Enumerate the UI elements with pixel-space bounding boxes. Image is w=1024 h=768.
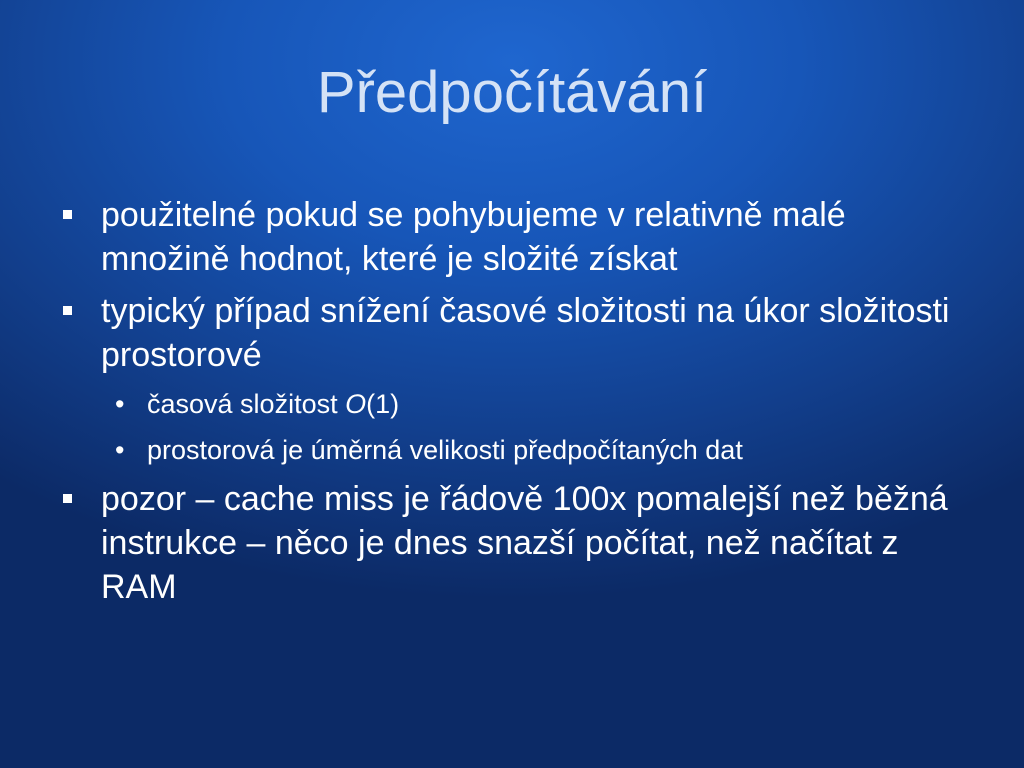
subbullet-text-2: prostorová je úměrná velikosti předpočítaných dat <box>147 435 743 465</box>
bullet-item-1 <box>60 193 960 281</box>
bullet-item-3 <box>60 477 960 609</box>
round-bullet-icon: • <box>115 435 125 465</box>
bullet-text-1: použitelné pokud se pohybujeme v relativně malé množině hodnot, které je složité získat <box>101 196 846 278</box>
slide-title: Předpočítávání <box>316 60 708 125</box>
bullet-text-2: typický případ snížení časové složitosti na úkor složitosti prostorové <box>101 292 950 374</box>
slide-body <box>60 193 960 617</box>
subbullet-item-1 <box>113 385 957 423</box>
square-bullet-icon <box>63 494 72 503</box>
subbullet-text-1-suffix: (1) <box>366 389 400 419</box>
square-bullet-icon <box>63 210 72 219</box>
subbullet-text-1-prefix: časová složitost <box>147 389 346 419</box>
square-bullet-icon <box>63 306 72 315</box>
bullet-text-3: pozor – cache miss je řádově 100x pomalejší než běžná instrukce – něco je dnes snazší počítat, než načítat z RAM <box>101 480 948 606</box>
big-o-symbol: O <box>345 389 367 419</box>
subbullet-item-2 <box>113 431 957 469</box>
round-bullet-icon: • <box>115 389 125 419</box>
bullet-item-2 <box>60 289 960 377</box>
